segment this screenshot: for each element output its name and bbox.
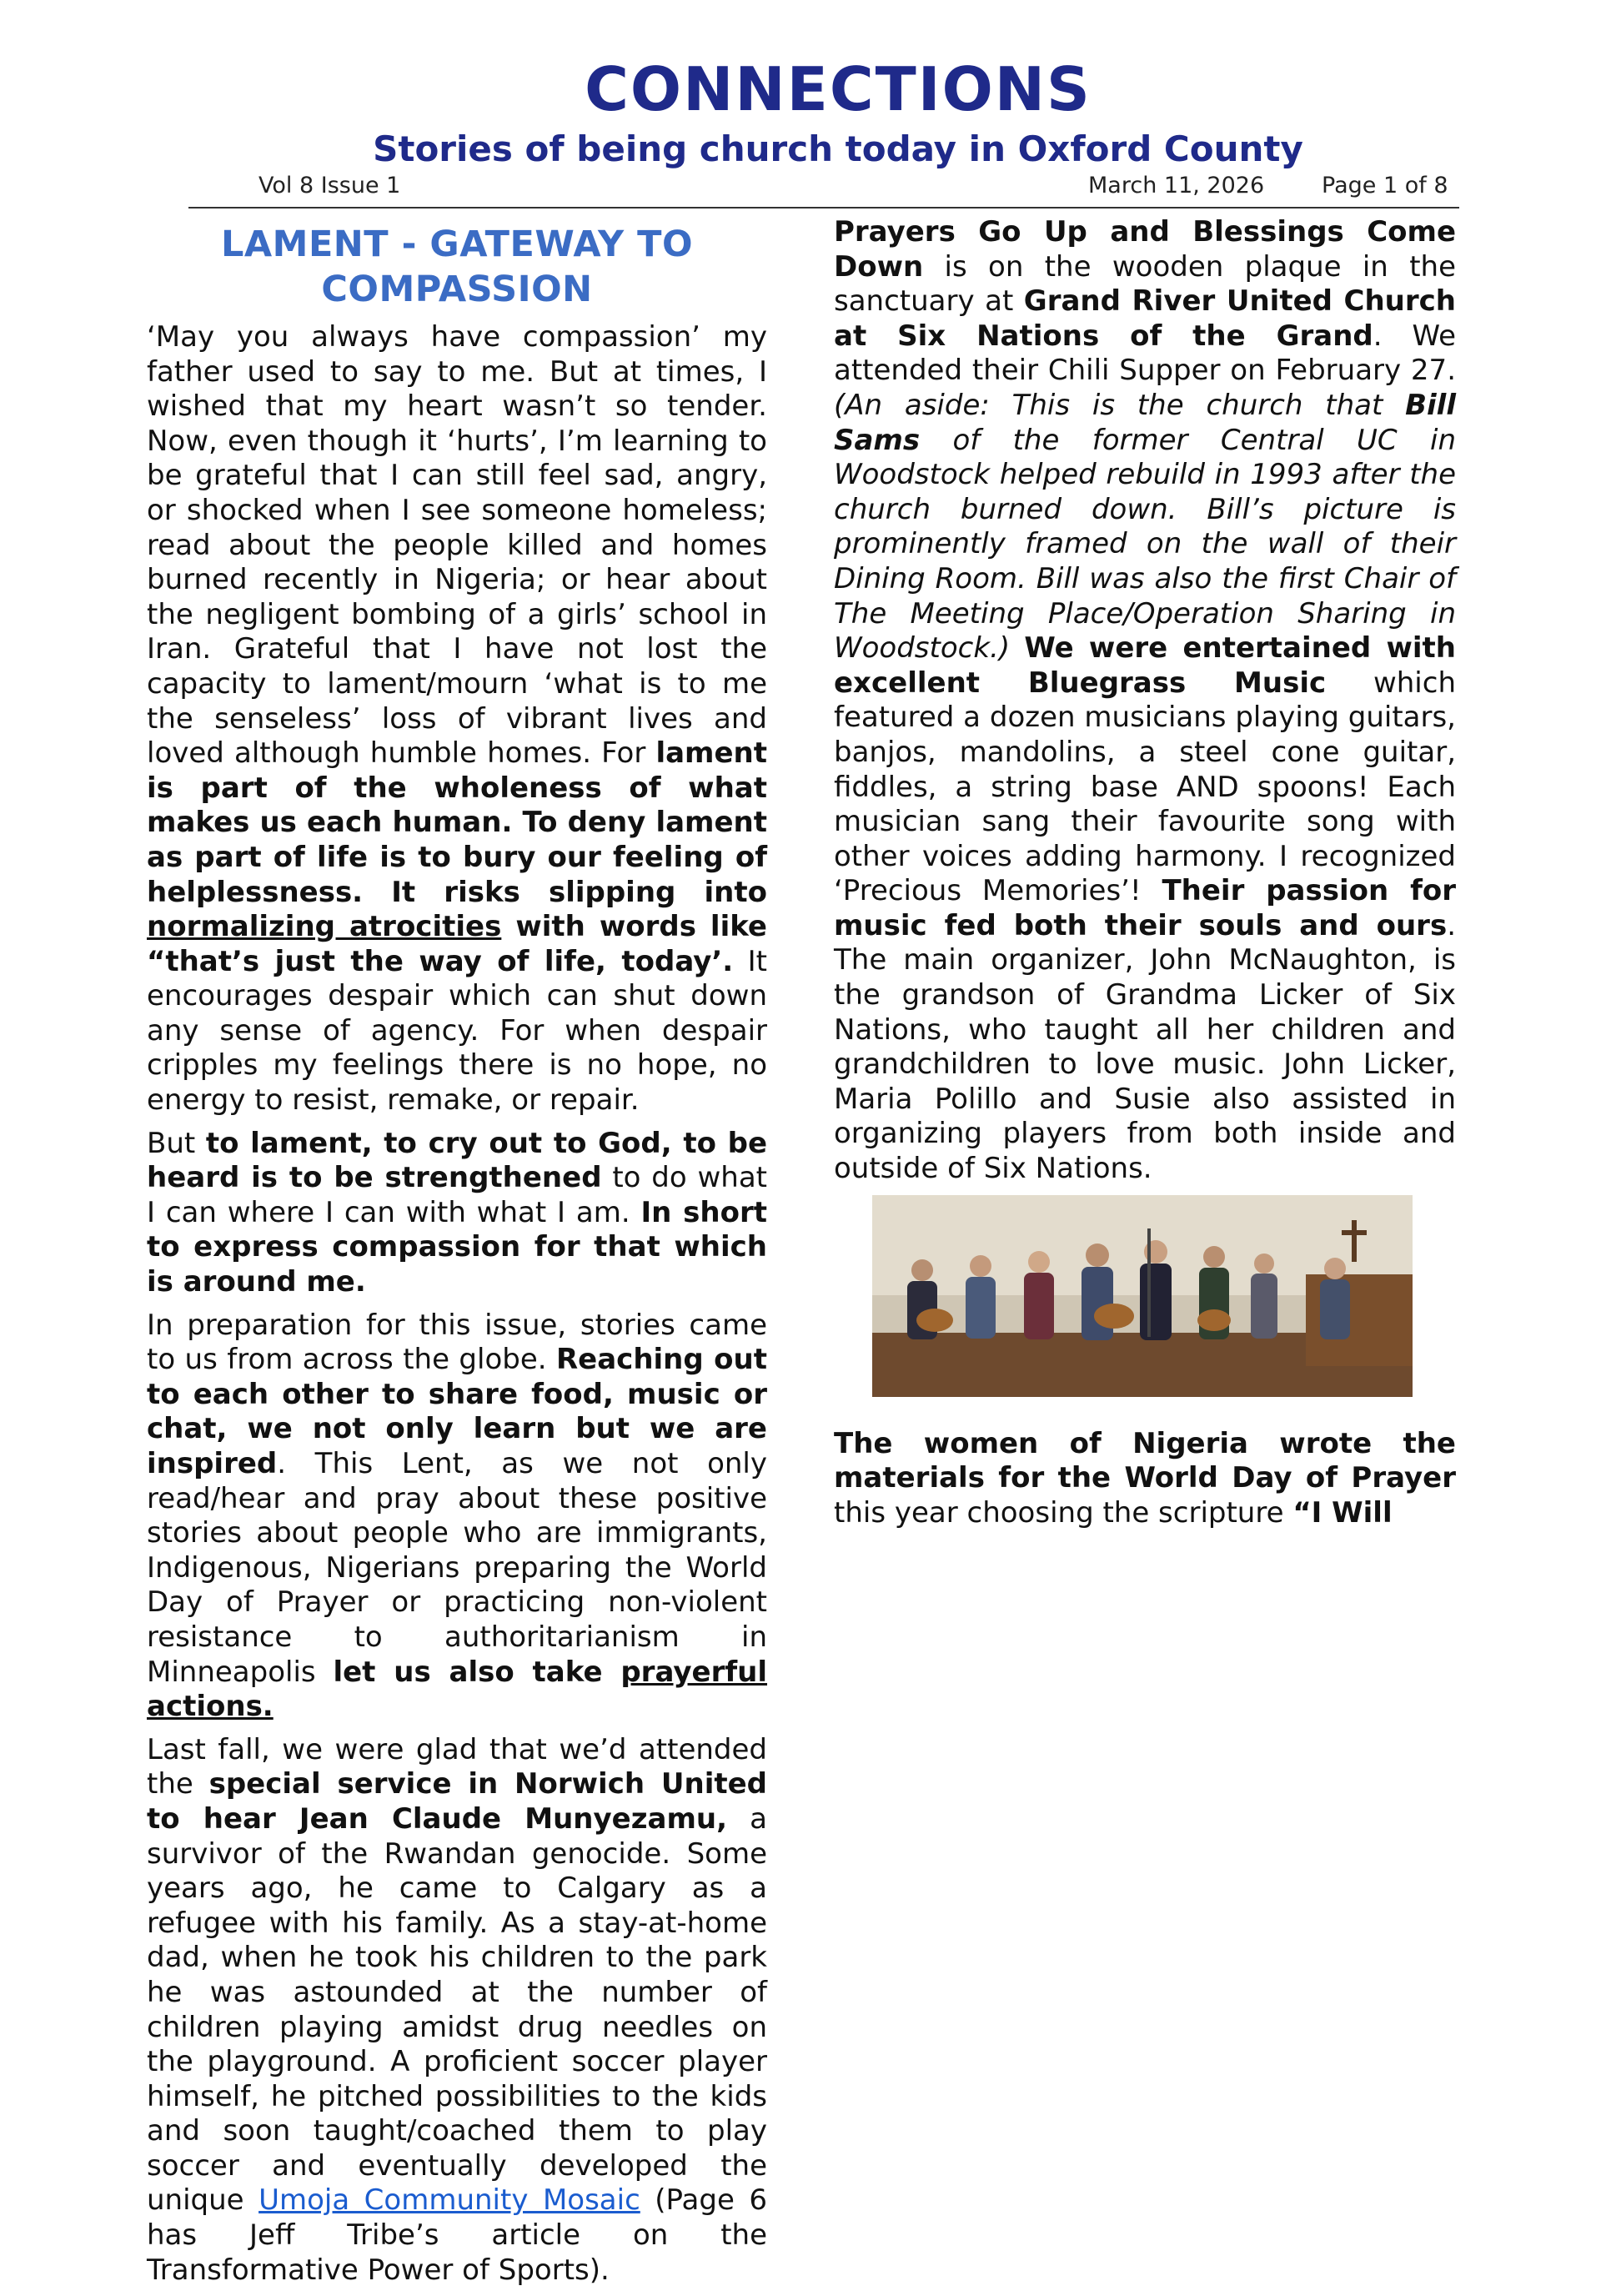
- bold-run: lament is part of the wholeness of what makes us each human. To deny lament as part of life is to bury our feeling of helplessness. It risks slipping into: [147, 736, 767, 909]
- article-headline: LAMENT - GATEWAY TO COMPASSION: [220, 224, 694, 310]
- text-run: ‘May you always have compassion’ my father used to say to me. But at times, I wished that my heart wasn’t so tender. Now, even though it ‘hurts’, I’m learning to be grateful that I can still feel sad, angry, or shocked when I see someone homeless; read about the people killed and homes burned recently in Nigeria; or hear about the negligent bombing of a girls’ school in Iran. Grateful that I have not lost the capacity to lament/mourn ‘what is to me the senseless’ loss of vibrant lives and loved although humble homes. For: [147, 320, 767, 771]
- bold-run: “I Will: [1292, 1495, 1393, 1530]
- left-column: [147, 215, 767, 2296]
- text-run: Last fall, we were glad that we’d attended the: [147, 1732, 767, 1801]
- text-run: . The main organizer, John McNaughton, is the grandson of Grandma Licker of Six Nations, who taught all her children and grandchildren to love music. John Licker, Maria Polillo and Susie also assisted in organizing players from both inside and outside of Six Nations.: [834, 908, 1456, 1186]
- bold-italic-run: Bill Sams: [834, 388, 1456, 457]
- bold-run: The women of Nigeria wrote the materials for the World Day of Prayer: [834, 1426, 1456, 1495]
- text-run: But: [147, 1126, 206, 1160]
- bluegrass-band-photo: [872, 1195, 1413, 1397]
- bold-run: to lament, to cry out to God, to be heard is to be strengthened: [147, 1126, 767, 1195]
- paragraph-6: [834, 1427, 1456, 1531]
- text-run: this year choosing the scripture: [834, 1495, 1293, 1530]
- text-run: to do what I can where I can with what I am.: [147, 1161, 768, 1229]
- italic-run: (An aside: This is the church that: [834, 388, 1406, 422]
- paragraph-1: [147, 320, 767, 1118]
- bold-run: We were entertained with excellent Bluegrass Music: [834, 631, 1457, 700]
- paragraph-4: [147, 1733, 767, 2288]
- text-run: In preparation for this issue, stories came to us from across the globe.: [147, 1308, 767, 1377]
- text-run: is on the wooden plaque in the sanctuary at: [834, 249, 1456, 319]
- text-run: . This Lent, as we not only read/hear and pray about these positive stories about people who are immigrants, Indigenous, Nigerians preparing the World Day of Prayer or practicing non-violent resistance to authoritarianism in Minneapolis: [147, 1447, 767, 1689]
- bold-run: special service in Norwich United to hear Jean Claude Munyezamu,: [147, 1767, 767, 1836]
- bold-run: Grand River United Church at Six Nations of the Grand: [834, 284, 1457, 353]
- paragraph-2: [147, 1127, 767, 1300]
- bold-run: with words like “that’s just the way of life, today’.: [147, 910, 767, 978]
- text-run: [1010, 631, 1024, 665]
- underlined-run: normalizing atrocities: [147, 910, 502, 944]
- masthead-subtitle: Stories of being church today in Oxford County: [373, 128, 1303, 169]
- text-run: a survivor of the Rwandan genocide. Some years ago, he came to Calgary as a refugee with his family. As a stay-at-home dad, when he took his children to the park he was astounded at the number of children playing amidst drug needles on the playground. A proficient soccer player himself, he pitched possibilities to the kids and soon taught/coached them to play soccer and eventually developed the unique: [147, 1801, 767, 2218]
- bold-run: let us also take: [333, 1655, 621, 1689]
- masthead-title: CONNECTIONS: [585, 54, 1092, 124]
- issue-date: March 11, 2026: [1088, 173, 1265, 198]
- text-run: (Page 6 has Jeff Tribe’s article on the Transformative Power of Sports).: [147, 2183, 768, 2287]
- right-column: [834, 215, 1456, 1539]
- bold-run: In short to express compassion for that which is around me.: [147, 1195, 767, 1299]
- bold-run: Prayers Go Up and Blessings Come Down: [834, 215, 1456, 284]
- italic-run: of the former Central UC in Woodstock helped rebuild in 1993 after the church burned down. Bill’s picture is prominently framed on the wall of their Dining Room. Bill was also the first Chair of The Meeting Place/Operation Sharing in Woodstock.): [834, 423, 1456, 666]
- text-run: It encourages despair which can shut down any sense of agency. For when despair cripples my feelings there is no hope, no energy to resist, remake, or repair.: [147, 944, 767, 1118]
- text-run: . We attended their Chili Supper on February 27.: [834, 319, 1456, 388]
- bold-run: Their passion for music fed both their souls and ours: [834, 874, 1456, 942]
- umoja-link[interactable]: Umoja Community Mosaic: [258, 2183, 640, 2218]
- bold-run: Reaching out to each other to share food, music or chat, we not only learn but we are inspired: [147, 1343, 767, 1480]
- paragraph-3: [147, 1309, 767, 1725]
- header-divider: [188, 207, 1459, 208]
- page-number: Page 1 of 8: [1322, 173, 1448, 198]
- underlined-run: prayerful actions.: [147, 1655, 767, 1724]
- paragraph-5: [834, 215, 1456, 1187]
- text-run: which featured a dozen musicians playing guitars, banjos, mandolins, a steel cone guitar, fiddles, a string base AND spoons! Each musician sang their favourite song with other voices adding harmony. I recognized ‘Precious Memories’!: [834, 666, 1456, 908]
- issue-volume: Vol 8 Issue 1: [258, 173, 401, 198]
- issue-info-row: [183, 172, 1459, 200]
